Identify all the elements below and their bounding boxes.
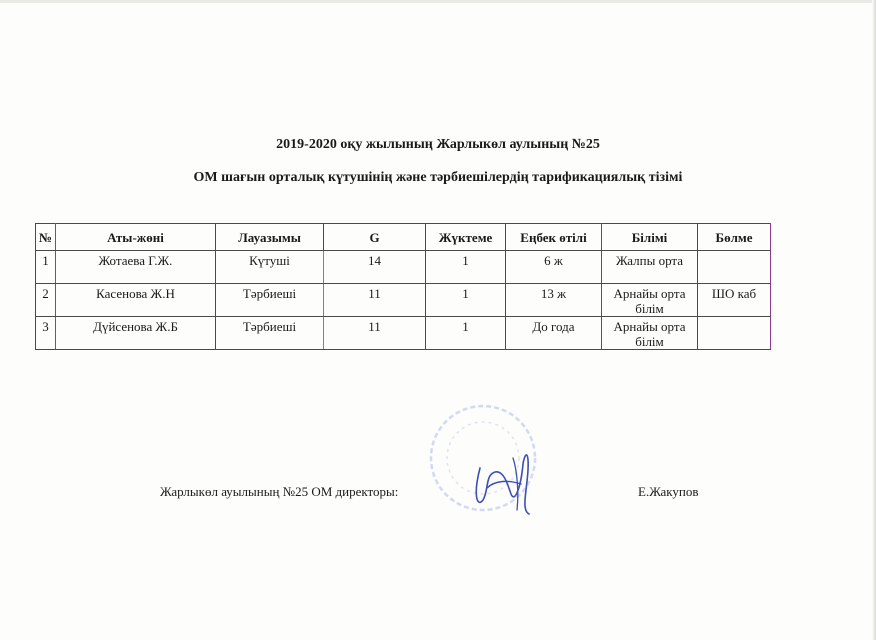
- cell-education: Жалпы орта: [602, 251, 698, 284]
- signature-stroke: [487, 481, 521, 488]
- cell-position: Тәрбиеші: [216, 284, 324, 317]
- cell-name: Жотаева Г.Ж.: [56, 251, 216, 284]
- cell-education: Арнайы орта білім: [602, 317, 698, 350]
- col-header-position: Лауазымы: [216, 224, 324, 251]
- cell-g: 14: [324, 251, 426, 284]
- cell-experience: 6 ж: [506, 251, 602, 284]
- col-header-g: G: [324, 224, 426, 251]
- cell-number: 1: [36, 251, 56, 284]
- stamp-signature-image: [425, 400, 555, 530]
- cell-load: 1: [426, 317, 506, 350]
- signature-stroke: [513, 458, 518, 510]
- table-header-row: [36, 224, 771, 251]
- cell-number: 2: [36, 284, 56, 317]
- scan-edge: [0, 0, 876, 3]
- cell-education: Арнайы орта білім: [602, 284, 698, 317]
- cell-load: 1: [426, 284, 506, 317]
- document-subtitle: ОМ шағын орталық күтушінің және тәрбиешілердің тарификациялық тізімі: [193, 170, 683, 185]
- col-header-room: Бөлме: [698, 224, 771, 251]
- table-row: [36, 317, 771, 350]
- cell-name: Касенова Ж.Н: [56, 284, 216, 317]
- cell-room: [698, 251, 771, 284]
- cell-load: 1: [426, 251, 506, 284]
- cell-position: Тәрбиеші: [216, 317, 324, 350]
- cell-g: 11: [324, 284, 426, 317]
- table-row: [36, 251, 771, 284]
- cell-number: 3: [36, 317, 56, 350]
- table-row: [36, 284, 771, 317]
- director-label: Жарлыкөл ауылының №25 ОМ директоры:: [160, 484, 399, 499]
- cell-room: ШО каб: [698, 284, 771, 317]
- col-header-experience: Еңбек өтілі: [506, 224, 602, 251]
- tarification-table: [35, 223, 771, 350]
- cell-experience: До года: [506, 317, 602, 350]
- col-header-number: №: [36, 224, 56, 251]
- director-name: Е.Жакупов: [638, 484, 699, 499]
- scan-edge-shadow: [872, 0, 876, 640]
- document-title: 2019-2020 оқу жылының Жарлыкөл аулының №25: [276, 137, 600, 152]
- cell-position: Күтуші: [216, 251, 324, 284]
- stamp-inner-ring: [447, 422, 519, 494]
- col-header-education: Білімі: [602, 224, 698, 251]
- cell-name: Дүйсенова Ж.Б: [56, 317, 216, 350]
- cell-room: [698, 317, 771, 350]
- cell-g: 11: [324, 317, 426, 350]
- col-header-load: Жүктеме: [426, 224, 506, 251]
- col-header-name: Аты-жөні: [56, 224, 216, 251]
- cell-experience: 13 ж: [506, 284, 602, 317]
